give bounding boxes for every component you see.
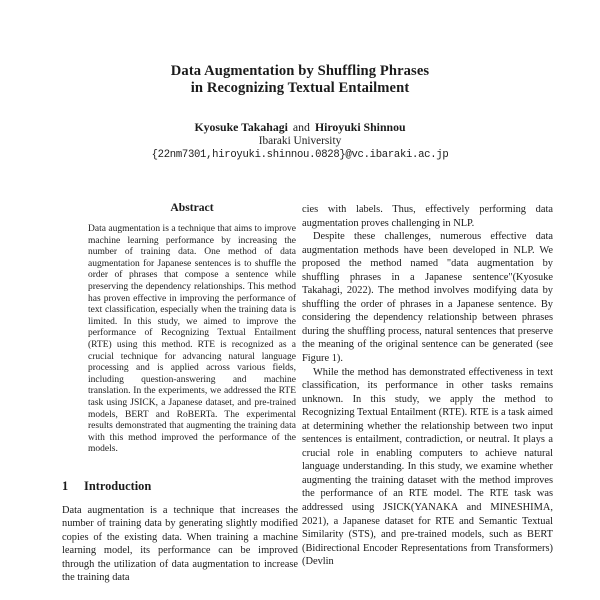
author-2: Hiroyuki Shinnou — [314, 120, 406, 134]
author-1: Kyosuke Takahagi — [194, 120, 288, 134]
affiliation: Ibaraki University — [258, 135, 342, 147]
abstract-section — [88, 201, 296, 456]
author-emails: {22nm7301,hiroyuki.shinnou.0828}@vc.ibaraki.ac.jp — [151, 149, 449, 161]
abstract-text: Data augmentation is a technique that aims to improve machine learning performance by increasing the number of training data. One method of data augmentation for Japanese sentences is to shuffle the order of phrases that compose a sentence while preserving the dependency relationships. This method has proven effective in improving the performance of text classification, especially when the training data is limited. In this study, we aimed to improve the performance of Recognizing Textual Entailment (RTE) using this method. RTE is recognized as a crucial technique for advancing natural language processing and is applied across various fields, including question-answering and machine translation. In the experiments, we addressed the RTE task using JSICK, a Japanese dataset, and pre-trained models, BERT and RoBERTa. The experimental results demonstrated that augmenting the training data with this method improved the performance of the models. — [88, 224, 296, 455]
section-title: Introduction — [84, 478, 152, 493]
right-column-paragraph-3: While the method has demonstrated effectiveness in text classification, its performance in other tasks remains unknown. In this study, we apply the method to Recognizing Textual Entailment (RTE). RTE is a task aimed at determining whether the relationship between two input sentences is entailment, contradiction, or neutral. It plays a crucial role in enabling computers to achieve natural language understanding. In this study, we examine whether augmenting the training dataset with the method improves the performance of an RTE model. The RTE task was addressed using JSICK(YANAKA and MINESHIMA, 2021), a Japanese dataset for RTE and Semantic Textual Similarity (STS), and pre-trained models, such as BERT (Bidirectional Encoder Representations from Transformers)(Devlin — [302, 366, 553, 568]
left-column — [62, 201, 298, 585]
right-column-paragraph-2: Despite these challenges, numerous effective data augmentation methods have been developed in NLP. We proposed the method named "data augmentation by shuffling phrases in a Japanese sentence"(Kyosuke Takahagi, 2022). The method involves modifying data by shuffling the order of phrases in a Japanese sentence. By considering the dependency relationship between phrases during the shuffling process, natural sentences that preserve the meaning of the original sentence can be generated (see Figure 1). — [302, 231, 553, 365]
section-number: 1 — [62, 478, 69, 493]
paper-title — [0, 63, 600, 97]
right-column-paragraph-1: cies with labels. Thus, effectively performing data augmentation proves challenging in NLP. — [302, 204, 553, 229]
introduction-paragraph: Data augmentation is a technique that increases the number of training data by generating slightly modified copies of the existing data. When training a machine learning model, its performance can be improved through the utilization of data augmentation to increase the training data — [62, 504, 298, 584]
paper-title-line2: in Recognizing Textual Entailment — [190, 80, 410, 96]
author-separator: and — [292, 120, 310, 134]
authors-line — [0, 120, 600, 135]
right-column — [302, 203, 553, 569]
paper-title-line1: Data Augmentation by Shuffling Phrases — [170, 63, 430, 79]
abstract-heading: Abstract — [170, 201, 214, 214]
section-heading-introduction — [62, 479, 298, 494]
